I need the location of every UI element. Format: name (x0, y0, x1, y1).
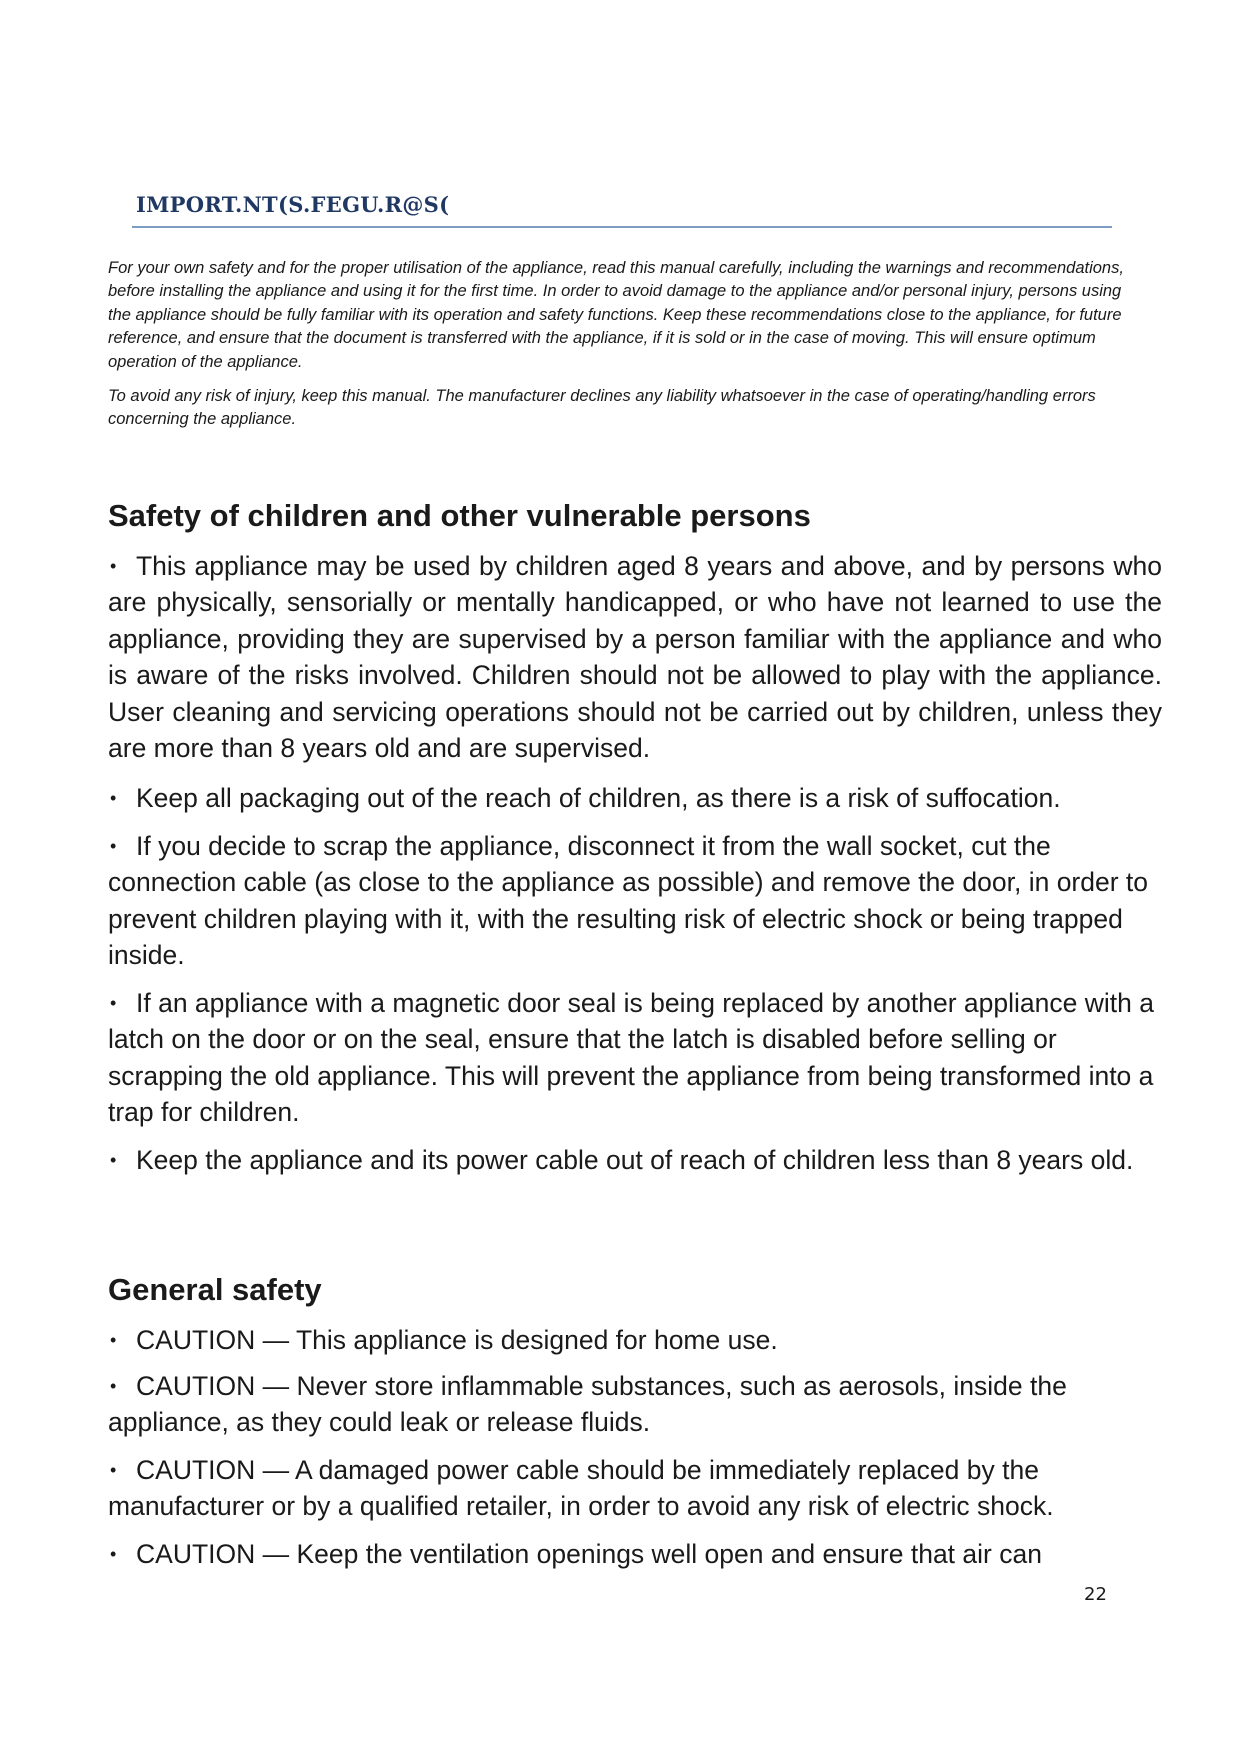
list-item-text: If an appliance with a magnetic door seal is being replaced by another appliance with a latch on the door or on the seal, ensure that the latch is disabled before selling or scrapping the old appliance. This will prevent the appliance from being transformed into a trap for children. (108, 988, 1154, 1128)
list-item (108, 548, 1162, 766)
bullet-icon: • (110, 1544, 117, 1564)
list-item (108, 828, 1162, 974)
list-item (108, 985, 1162, 1131)
list-item (108, 1452, 1162, 1525)
bullet-icon: • (110, 788, 117, 808)
list-item (108, 1322, 1162, 1358)
bullet-icon: • (110, 556, 117, 576)
bullet-icon: • (110, 1150, 117, 1170)
section-header-title: IMPORT.NT(S.FEGU.R@S( (136, 192, 450, 217)
bullet-icon: • (110, 1330, 117, 1350)
intro-paragraph: For your own safety and for the proper utilisation of the appliance, read this manual carefully, including the warnings and recommendations, before installing the appliance and using it for the first time. In order to avoid damage to the appliance and/or personal injury, persons using the appliance should be fully familiar with its operation and safety functions. Keep these recommendations close to the appliance, for future reference, and ensure that the document is transferred with the appliance, if it is sold or in the case of moving. This will ensure optimum operation of the appliance. (108, 259, 1124, 371)
list-item-text: CAUTION — Keep the ventilation openings well open and ensure that air can (136, 1539, 1042, 1569)
list-item-text: CAUTION — Never store inflammable substances, such as aerosols, inside the appliance, as they could leak or release fluids. (108, 1371, 1067, 1438)
list-item (108, 1142, 1162, 1178)
list-item-text: CAUTION — This appliance is designed for home use. (136, 1325, 778, 1355)
bullet-icon: • (110, 836, 117, 856)
list-item-text: This appliance may be used by children aged 8 years and above, and by persons who are physically, sensorially or mentally handicapped, or who have not learned to use the appliance, providing they are supervised by a person familiar with the appliance and who is aware of the risks involved. Children should not be allowed to play with the appliance. User cleaning and servicing operations should not be carried out by children, unless they are more than 8 years old and are supervised. (108, 551, 1162, 764)
general-safety-heading: General safety (108, 1272, 322, 1307)
bullet-icon: • (110, 1376, 117, 1396)
intro-paragraph: To avoid any risk of injury, keep this manual. The manufacturer declines any liability whatsoever in the case of operating/handling errors concerning the appliance. (108, 387, 1096, 429)
list-item (108, 1536, 1162, 1572)
list-item-text: If you decide to scrap the appliance, disconnect it from the wall socket, cut the connection cable (as close to the appliance as possible) and remove the door, in order to prevent children playing with it, with the resulting risk of electric shock or being trapped inside. (108, 831, 1149, 971)
header-divider (132, 226, 1112, 228)
bullet-icon: • (110, 993, 117, 1013)
list-item-text: Keep all packaging out of the reach of children, as there is a risk of suffocation. (136, 783, 1061, 813)
bullet-icon: • (110, 1460, 117, 1480)
list-item (108, 780, 1162, 816)
page-number: 22 (1084, 1584, 1107, 1605)
list-item-text: Keep the appliance and its power cable out of reach of children less than 8 years old. (136, 1145, 1134, 1175)
children-safety-heading: Safety of children and other vulnerable persons (108, 498, 811, 533)
list-item (108, 1368, 1162, 1441)
list-item-text: CAUTION — A damaged power cable should be immediately replaced by the manufacturer or by a qualified retailer, in order to avoid any risk of electric shock. (108, 1455, 1054, 1522)
